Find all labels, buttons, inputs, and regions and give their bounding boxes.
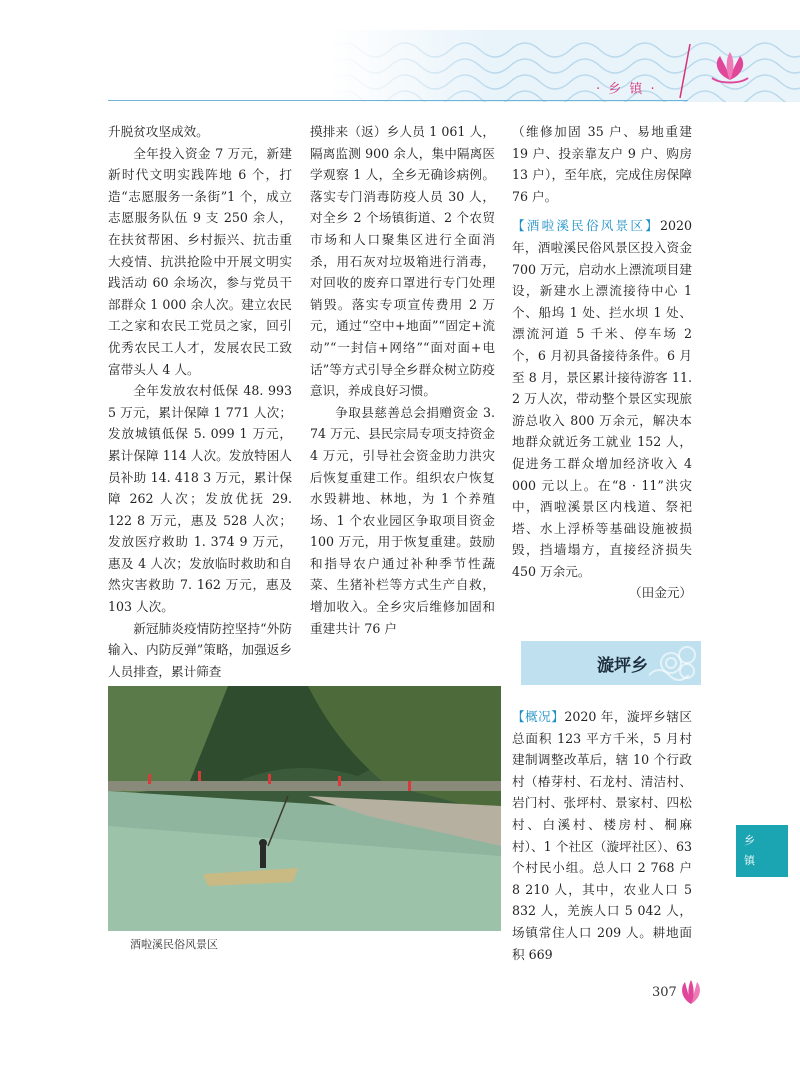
township-banner xyxy=(521,641,701,685)
column-1 xyxy=(108,121,292,682)
photo-caption: 酒啦溪民俗风景区 xyxy=(130,938,218,951)
side-tab-char: 乡 xyxy=(744,834,755,847)
paragraph: 争取县慈善总会捐赠资金 3. 74 万元、县民宗局专项支持资金 4 万元，引导社会资金助力洪灾后恢复重建工作。组织农户恢复水毁耕地、林地，为 1 个养殖场、1 个农业园区争取项目资金 100 万元，用于恢复重建。鼓励和指导农户通过补种季节性蔬菜、生猪补栏等方式生产自救，增加收入。全乡灾后维修加固和重建共计 76 户 xyxy=(310,404,495,636)
paragraph: 全年投入资金 7 万元，新建新时代文明实践阵地 6 个，打造“志愿服务一条街”1 个，成立志愿服务队伍 9 支 250 余人，在扶贫帮困、乡村振兴、抗击重大疫情、抗洪抢险中开展文明实践活动 60 余场次，参与党员干部群众 1 000 余人次。建立农民工之家和农民工党员之家，回引优秀农民工人才，发展农民工致富带头人 4 人。 xyxy=(108,145,292,377)
column-2 xyxy=(310,121,495,639)
paragraph-text: 2020 年，酒啦溪民俗风景区投入资金 700 万元，启动水上漂流项目建设，新建水上漂流接待中心 1 个、船坞 1 处、拦水坝 1 处、漂流河道 5 千米、停车场 2 个，6 月初具备接待条件。6 月至 8 月，景区累计接待游客 11. 2 万人次，带动整个景区实现旅游总收入 800 万余元，解决本地群众就近务工就业 152 人，促进务工群众增加经济收入 4 000 元以上。在“8 · 11”洪灾中，酒啦溪景区内栈道、祭祀塔、水上浮桥等基础设施被损毁，挡墙塌方，直接经济损失 450 万余元。 xyxy=(512,218,692,579)
section-tag: · 乡 镇 · xyxy=(596,82,657,97)
paragraph: 摸排来（返）乡人员 1 061 人，隔离监测 900 余人，集中隔离医学观察 1 人，全乡无确诊病例。落实专门消毒防疫人员 30 人，对全乡 2 个场镇街道、2 个农贸市场和人口聚集区进行全面消杀，用石灰对垃圾箱进行消毒，对回收的废弃口罩进行专门处理销毁。落实专项宣传费用 2 万元，通过“空中+地面”“固定+流动”“一封信+网络”“面对面+电话”等方式引导全乡群众树立防疫意识，养成良好习惯。 xyxy=(310,124,495,399)
column-3-continued xyxy=(512,706,692,965)
page-number: 307 xyxy=(652,985,677,1000)
paragraph: 升脱贫攻坚成效。 xyxy=(108,124,209,139)
paragraph xyxy=(512,215,692,582)
banner-title: 漩坪乡 xyxy=(597,656,648,676)
paragraph: 全年发放农村低保 48. 993 5 万元，累计保障 1 771 人次；发放城镇低保 5. 099 1 万元，累计保障 114 人次。发放特困人员补助 14. 418 3 万元，累计保障 262 人次；发放优抚 29. 122 8 万元，惠及 528 人次；发放医疗救助 1. 374 9 万元，惠及 4 人次；发放临时救助和自然灾害救助 7. 162 万元，惠及 103 人次。 xyxy=(108,383,292,615)
header-wave-pattern xyxy=(330,30,800,102)
column-3 xyxy=(512,121,692,604)
paragraph-text: 2020 年，漩坪乡辖区总面积 123 平方千米，5 月村建制调整改革后，辖 10 个行政村（椿芽村、石龙村、清洁村、岩门村、张坪村、景家村、四松村、白溪村、楼房村、桐麻村）、1 个社区（漩坪社区）、63 个村民小组。总人口 2 768 户 8 210 人，其中，农业人口 5 832 人，羌族人口 5 042 人，场镇常住人口 209 人。耕地面积 669 xyxy=(512,709,692,962)
paragraph: （维修加固 35 户、易地重建 19 户、投亲靠友户 9 户、购房 13 户），至年底，完成住房保障 76 户。 xyxy=(512,124,692,204)
author-credit: （田金元） xyxy=(629,585,692,601)
section-heading: 【概况】 xyxy=(512,709,565,724)
scenic-area-photo xyxy=(108,686,501,931)
side-section-tab xyxy=(736,825,788,877)
section-heading: 【酒啦溪民俗风景区】 xyxy=(512,218,660,234)
header-rule xyxy=(108,100,688,101)
paragraph xyxy=(512,706,692,965)
side-tab-char: 镇 xyxy=(744,854,755,867)
paragraph: 新冠肺炎疫情防控坚持“外防输入、内防反弹”策略，加强返乡人员排查，累计筛查 xyxy=(108,620,292,679)
lotus-icon xyxy=(676,978,706,1008)
